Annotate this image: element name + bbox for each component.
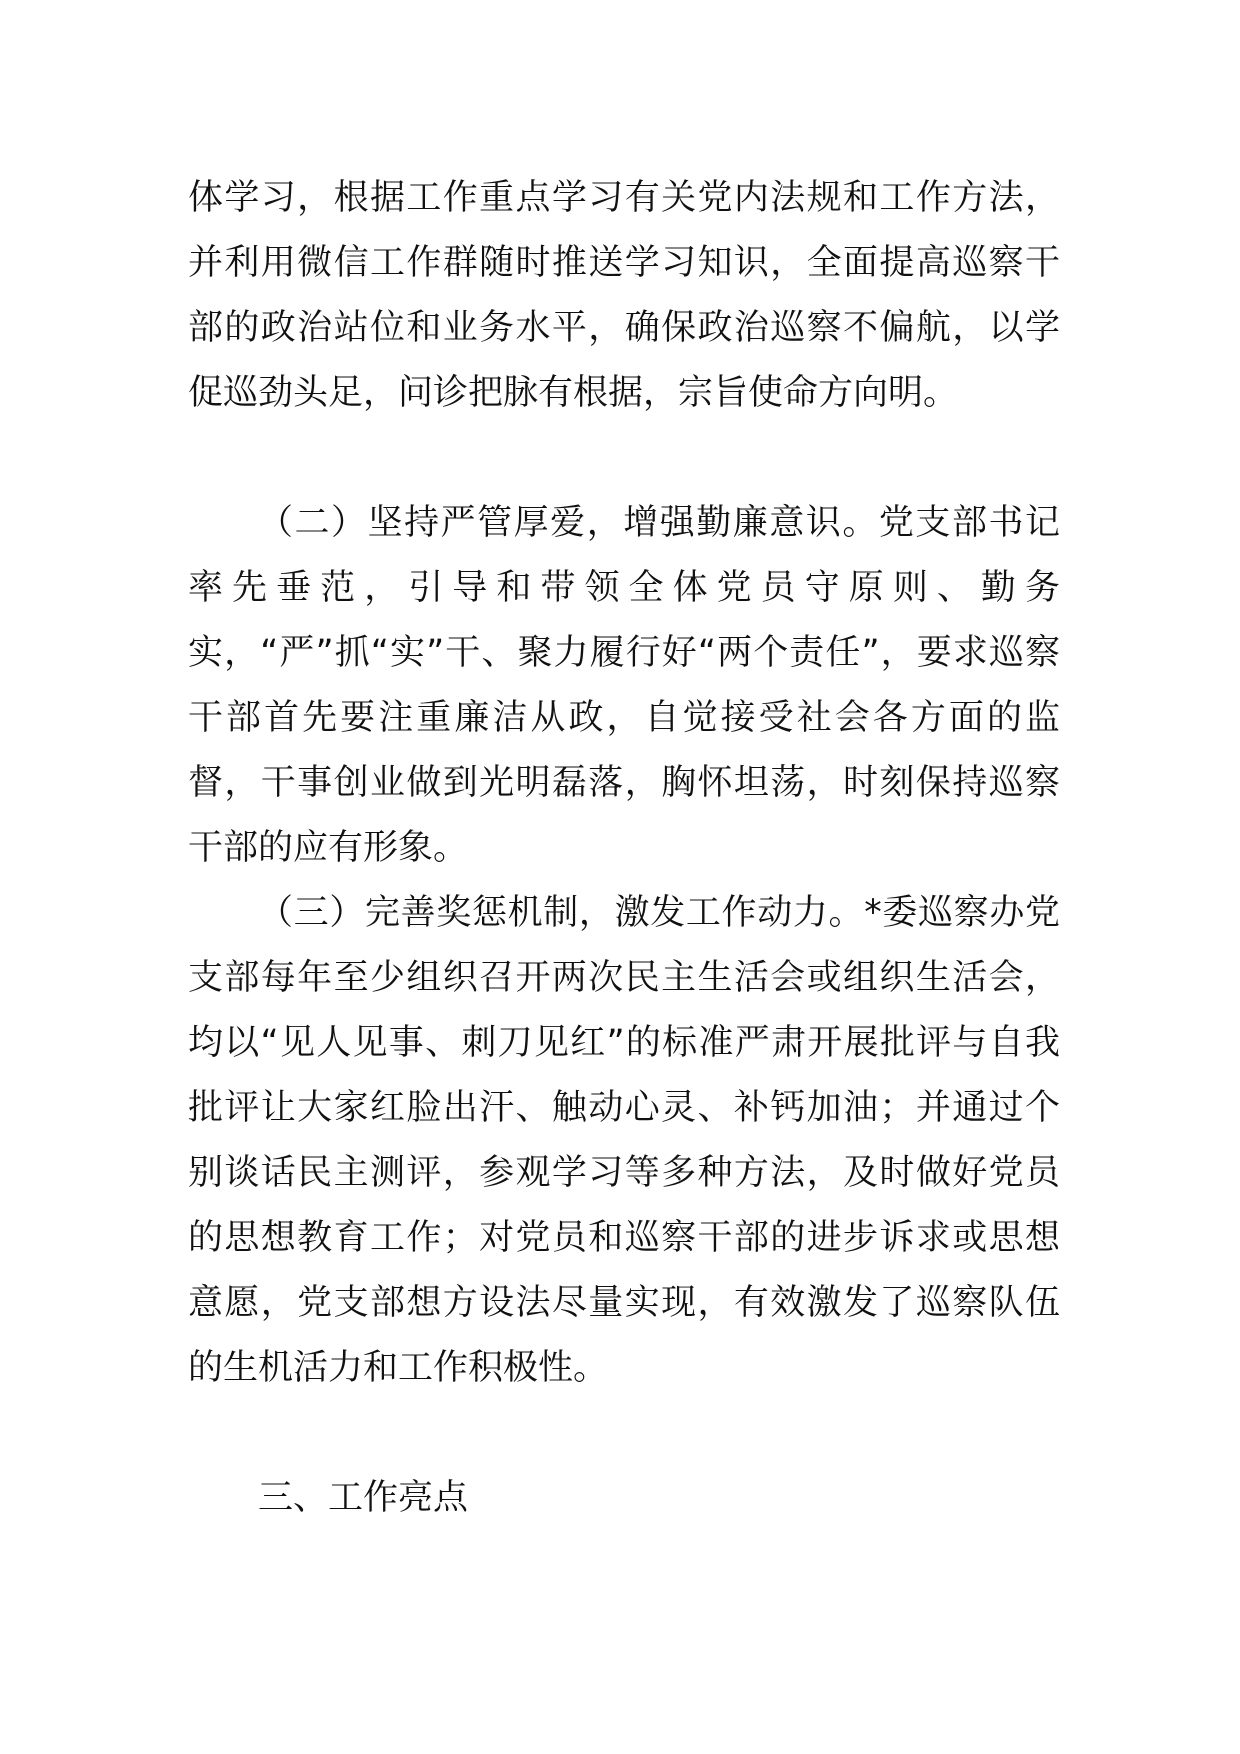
paragraph-reward-mechanism: （三）完善奖惩机制，激发工作动力。*委巡察办党支部每年至少组织召开两次民主生活会或组织生活会，均以“见人见事、刺刀见红”的标准严肃开展批评与自我批评让大家红脸出汗、触动心灵、补钙加油；并通过个别谈话民主测评，参观学习等多种方法，及时做好党员的思想教育工作；对党员和巡察干部的进步诉求或思想意愿，党支部想方设法尽量实现，有效激发了巡察队伍的生机活力和工作积极性。	[188, 893, 1060, 1388]
section-heading-highlights: 三、工作亮点	[258, 1478, 469, 1518]
paragraph-continued-study: 体学习，根据工作重点学习有关党内法规和工作方法，并利用微信工作群随时推送学习知识，全面提高巡察干部的政治站位和业务水平，确保政治巡察不偏航，以学促巡劲头足，问诊把脉有根据，宗旨使命方向明。	[188, 178, 1060, 413]
paragraph-strict-management: （二）坚持严管厚爱，增强勤廉意识。党支部书记率先垂范，引导和带领全体党员守原则、勤务实，“严”抓“实”干、聚力履行好“两个责任”，要求巡察干部首先要注重廉洁从政，自觉接受社会各方面的监督，干事创业做到光明磊落，胸怀坦荡，时刻保持巡察干部的应有形象。	[188, 503, 1060, 868]
